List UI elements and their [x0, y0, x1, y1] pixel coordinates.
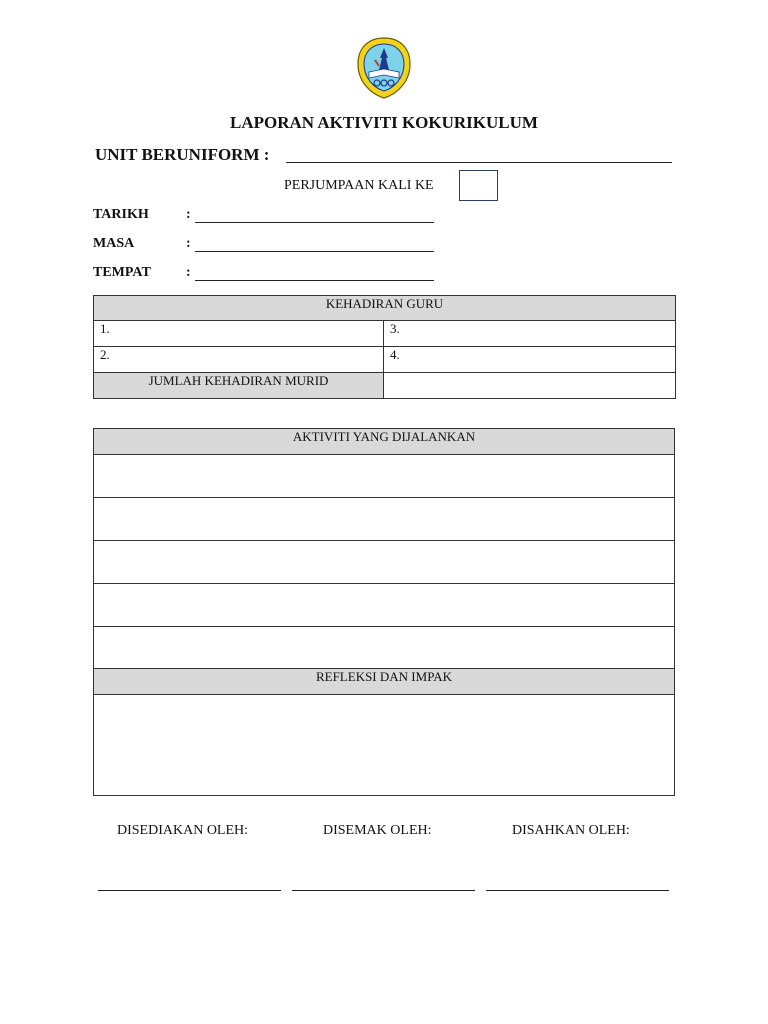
- attendance-table: [93, 295, 676, 399]
- reflection-cell[interactable]: [94, 695, 675, 796]
- place-input-line[interactable]: [195, 280, 434, 281]
- student-total-cell[interactable]: [384, 373, 676, 399]
- attendance-header: KEHADIRAN GURU: [94, 296, 676, 321]
- date-label: TARIKH: [93, 207, 149, 222]
- teacher-slot-1[interactable]: 1.: [94, 321, 384, 347]
- activity-row[interactable]: [94, 455, 675, 498]
- time-input-line[interactable]: [195, 251, 434, 252]
- approved-by-signature-line[interactable]: [486, 890, 669, 891]
- time-colon: :: [186, 236, 191, 251]
- checked-by-label: DISEMAK OLEH:: [323, 823, 432, 838]
- activities-header: AKTIVITI YANG DIJALANKAN: [94, 429, 675, 455]
- approved-by-label: DISAHKAN OLEH:: [512, 823, 630, 838]
- meeting-number-box[interactable]: [459, 170, 498, 201]
- meeting-number-label: PERJUMPAAN KALI KE: [284, 178, 434, 193]
- activity-row[interactable]: [94, 584, 675, 627]
- date-colon: :: [186, 207, 191, 222]
- activity-row[interactable]: [94, 541, 675, 584]
- school-crest-icon: [355, 36, 413, 100]
- activity-row[interactable]: [94, 498, 675, 541]
- teacher-slot-3[interactable]: 3.: [384, 321, 676, 347]
- place-colon: :: [186, 265, 191, 280]
- document-title: LAPORAN AKTIVITI KOKURIKULUM: [230, 113, 538, 132]
- checked-by-signature-line[interactable]: [292, 890, 475, 891]
- unit-input-line[interactable]: [286, 162, 672, 163]
- teacher-slot-2[interactable]: 2.: [94, 347, 384, 373]
- date-input-line[interactable]: [195, 222, 434, 223]
- prepared-by-signature-line[interactable]: [98, 890, 281, 891]
- teacher-slot-4[interactable]: 4.: [384, 347, 676, 373]
- prepared-by-label: DISEDIAKAN OLEH:: [117, 823, 249, 838]
- unit-label: UNIT BERUNIFORM :: [95, 145, 270, 164]
- activities-table: [93, 428, 675, 796]
- place-label: TEMPAT: [93, 265, 151, 280]
- time-label: MASA: [93, 236, 135, 251]
- student-total-label: JUMLAH KEHADIRAN MURID: [94, 373, 384, 399]
- reflection-header: REFLEKSI DAN IMPAK: [94, 669, 675, 695]
- activity-row[interactable]: [94, 627, 675, 669]
